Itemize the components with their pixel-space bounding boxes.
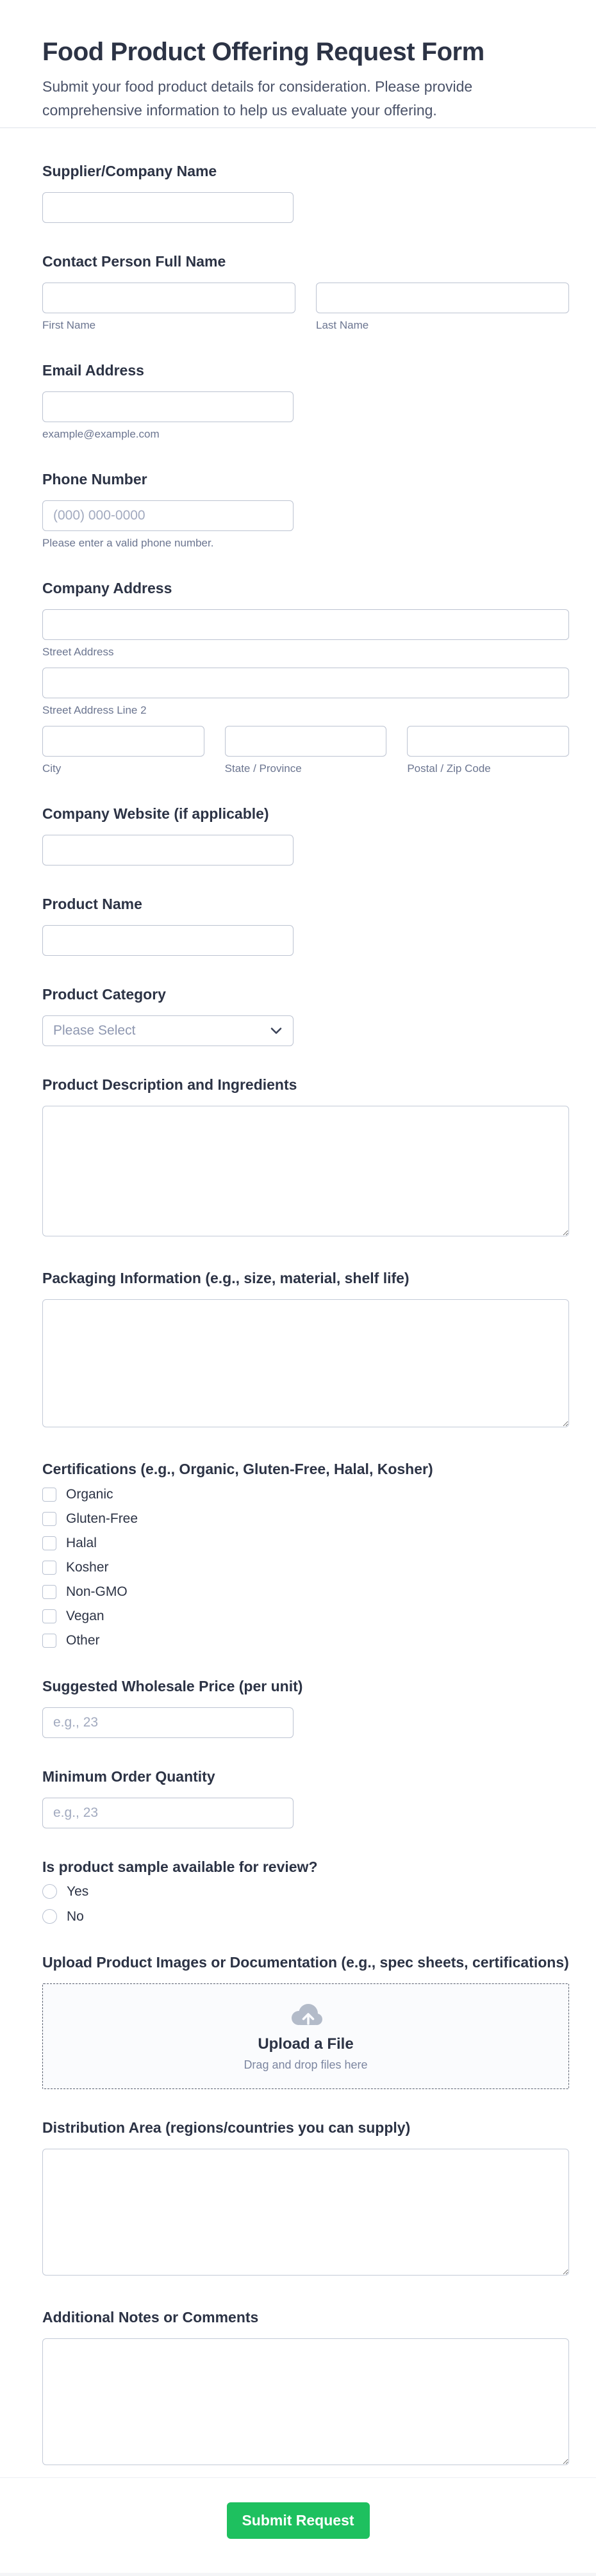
- checkbox[interactable]: [42, 1488, 56, 1502]
- email-sublabel: example@example.com: [42, 428, 160, 440]
- street-address-line2-input[interactable]: [42, 668, 569, 698]
- form-header: [0, 0, 596, 128]
- checkbox-option-non-gmo[interactable]: [42, 1585, 569, 1599]
- field-certifications: [42, 1460, 569, 1648]
- upload-file-button-text: Upload a File: [258, 2035, 354, 2053]
- last-name-column: [316, 283, 569, 332]
- phone-label: Phone Number: [42, 471, 147, 488]
- radio-label: No: [67, 1908, 84, 1924]
- checkbox-label: Kosher: [66, 1560, 109, 1575]
- zip-column: [407, 726, 569, 775]
- checkbox[interactable]: [42, 1585, 56, 1599]
- supplier-company-name-label: Supplier/Company Name: [42, 163, 217, 179]
- last-name-input[interactable]: [316, 283, 569, 313]
- page-bottom-edge: [0, 2573, 596, 2576]
- checkbox-label: Other: [66, 1633, 100, 1648]
- wholesale-price-input[interactable]: [42, 1707, 294, 1738]
- product-category-label: Product Category: [42, 986, 166, 1003]
- field-wholesale-price: [42, 1677, 569, 1738]
- product-description-textarea[interactable]: [42, 1106, 569, 1236]
- field-email-address: [42, 361, 569, 441]
- email-input[interactable]: [42, 391, 294, 422]
- field-packaging-information: [42, 1269, 569, 1431]
- city-input[interactable]: [42, 726, 204, 757]
- minimum-order-quantity-input[interactable]: [42, 1798, 294, 1828]
- checkbox[interactable]: [42, 1536, 56, 1550]
- checkbox[interactable]: [42, 1512, 56, 1526]
- radio-label: Yes: [67, 1883, 89, 1899]
- field-company-address: [42, 579, 569, 775]
- packaging-information-label: Packaging Information (e.g., size, material, shelf life): [42, 1270, 410, 1286]
- radio-option-yes[interactable]: [42, 1884, 569, 1899]
- form-subtitle: Submit your food product details for consideration. Please provide comprehensive information to help us evaluate your offering.: [42, 78, 473, 119]
- city-sublabel: City: [42, 762, 62, 775]
- additional-notes-label: Additional Notes or Comments: [42, 2309, 259, 2326]
- field-product-category: [42, 985, 569, 1046]
- field-sample-available: [42, 1858, 569, 1924]
- radio-option-no[interactable]: [42, 1909, 569, 1924]
- checkbox-label: Halal: [66, 1536, 97, 1550]
- company-website-input[interactable]: [42, 835, 294, 866]
- contact-person-label: Contact Person Full Name: [42, 253, 226, 270]
- field-product-name: [42, 895, 569, 956]
- checkbox-option-halal[interactable]: [42, 1536, 569, 1550]
- product-description-label: Product Description and Ingredients: [42, 1076, 297, 1093]
- street-address-input[interactable]: [42, 609, 569, 640]
- distribution-area-textarea[interactable]: [42, 2149, 569, 2276]
- street-address-sublabel: Street Address: [42, 646, 114, 658]
- field-phone-number: [42, 470, 569, 550]
- state-sublabel: State / Province: [224, 762, 302, 775]
- select-placeholder: Please Select: [53, 1023, 136, 1038]
- street-address-line2-sublabel: Street Address Line 2: [42, 704, 147, 716]
- field-additional-notes: [42, 2308, 569, 2468]
- submit-request-button[interactable]: Submit Request: [227, 2502, 370, 2539]
- product-name-input[interactable]: [42, 925, 294, 956]
- checkbox-option-gluten-free[interactable]: [42, 1512, 569, 1526]
- field-supplier-company-name: [42, 162, 569, 223]
- company-address-label: Company Address: [42, 580, 172, 596]
- field-contact-person-full-name: [42, 252, 569, 332]
- product-name-label: Product Name: [42, 896, 142, 912]
- field-upload-documents: [42, 1953, 569, 2089]
- wholesale-price-label: Suggested Wholesale Price (per unit): [42, 1678, 303, 1694]
- form-body: [0, 128, 596, 2477]
- checkbox-label: Vegan: [66, 1609, 104, 1623]
- first-name-input[interactable]: [42, 283, 295, 313]
- city-state-zip-row: [42, 726, 569, 775]
- product-category-select[interactable]: [42, 1015, 294, 1046]
- form-title: Food Product Offering Request Form: [42, 38, 484, 66]
- form-footer: [0, 2477, 596, 2569]
- checkbox-option-other[interactable]: [42, 1634, 569, 1648]
- supplier-company-name-input[interactable]: [42, 192, 294, 223]
- field-company-website: [42, 805, 569, 866]
- first-name-column: [42, 283, 295, 332]
- name-row: [42, 283, 569, 332]
- checkbox[interactable]: [42, 1561, 56, 1575]
- state-input[interactable]: [225, 726, 387, 757]
- checkbox-option-organic[interactable]: [42, 1488, 569, 1502]
- checkbox[interactable]: [42, 1609, 56, 1623]
- chevron-down-icon: [270, 1026, 283, 1035]
- radio-button[interactable]: [42, 1909, 57, 1924]
- phone-sublabel: Please enter a valid phone number.: [42, 537, 214, 549]
- distribution-area-label: Distribution Area (regions/countries you can supply): [42, 2119, 411, 2136]
- file-upload-dropzone[interactable]: [42, 1983, 569, 2089]
- city-column: [42, 726, 204, 775]
- last-name-sublabel: Last Name: [316, 319, 369, 331]
- minimum-order-quantity-label: Minimum Order Quantity: [42, 1768, 215, 1785]
- checkbox-label: Organic: [66, 1487, 113, 1502]
- upload-drag-hint: Drag and drop files here: [244, 2058, 368, 2071]
- zip-sublabel: Postal / Zip Code: [407, 762, 491, 775]
- field-minimum-order-quantity: [42, 1768, 569, 1828]
- email-label: Email Address: [42, 362, 144, 379]
- checkbox-label: Gluten-Free: [66, 1511, 138, 1526]
- company-website-label: Company Website (if applicable): [42, 805, 269, 822]
- state-column: [225, 726, 387, 775]
- checkbox-option-vegan[interactable]: [42, 1609, 569, 1623]
- zip-input[interactable]: [407, 726, 569, 757]
- field-product-description: [42, 1076, 569, 1240]
- packaging-information-textarea[interactable]: [42, 1299, 569, 1427]
- checkbox-option-kosher[interactable]: [42, 1561, 569, 1575]
- additional-notes-textarea[interactable]: [42, 2338, 569, 2465]
- checkbox-label: Non-GMO: [66, 1584, 128, 1599]
- phone-input[interactable]: [42, 500, 294, 531]
- upload-label: Upload Product Images or Documentation (e.g., spec sheets, certifications): [42, 1954, 569, 1971]
- first-name-sublabel: First Name: [42, 319, 96, 331]
- certifications-label: Certifications (e.g., Organic, Gluten-Free, Halal, Kosher): [42, 1461, 433, 1477]
- cloud-upload-icon: [286, 2001, 326, 2029]
- checkbox[interactable]: [42, 1634, 56, 1648]
- radio-button[interactable]: [42, 1884, 57, 1899]
- sample-available-label: Is product sample available for review?: [42, 1858, 318, 1875]
- field-distribution-area: [42, 2119, 569, 2279]
